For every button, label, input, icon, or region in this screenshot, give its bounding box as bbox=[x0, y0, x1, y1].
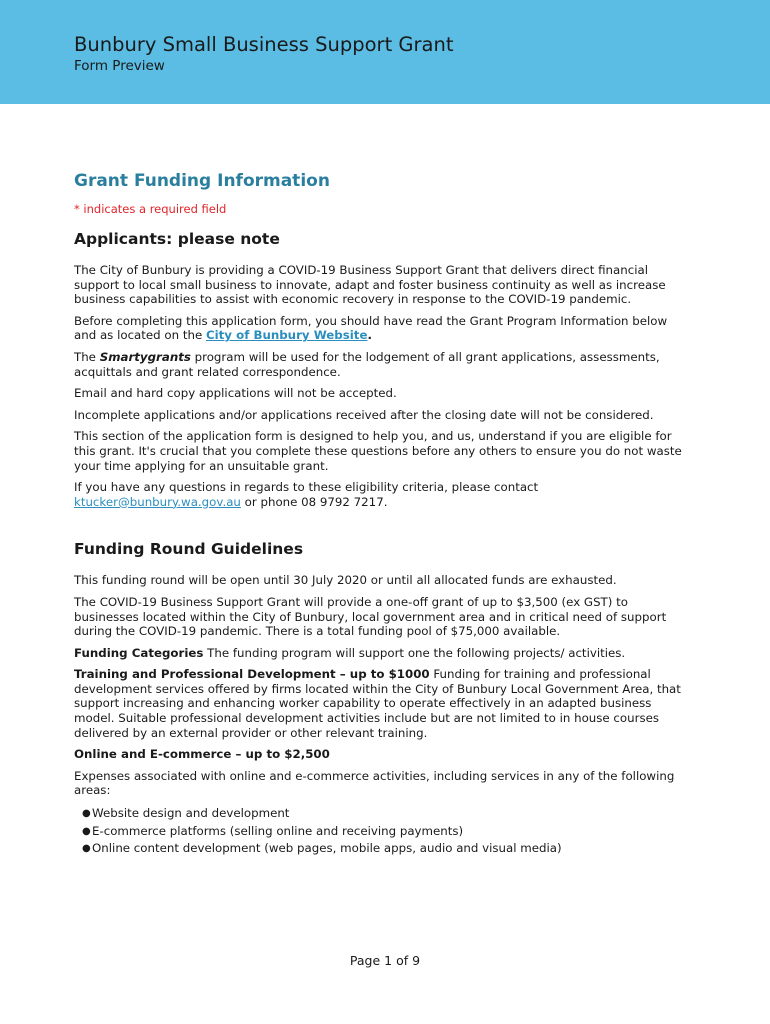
list-item-text: E-commerce platforms (selling online and receiving payments) bbox=[92, 823, 464, 838]
applicants-heading: Applicants: please note bbox=[74, 230, 280, 248]
guidelines-paragraph-1: This funding round will be open until 30 July 2020 or until all allocated funds are exhausted. bbox=[74, 573, 617, 588]
guidelines-paragraph-6: Expenses associated with online and e-commerce activities, including services in any of the following areas: bbox=[74, 768, 675, 798]
applicants-paragraph-2 bbox=[74, 314, 684, 343]
p3-text-before: The bbox=[74, 349, 100, 364]
page-number: Page 1 of 9 bbox=[349, 953, 421, 968]
guidelines-paragraph-4 bbox=[74, 667, 684, 740]
list-item-text: Website design and development bbox=[92, 806, 290, 821]
training-category-text: Funding for training and professional development services offered by firms located within the City of Bunbury Local Government Area, that support increasing and enhancing worker capability to operate effectively in an adapted business model. Suitable professional development activities include but are not limited to in house courses delivered by an external provider or other relevant training. bbox=[74, 667, 681, 740]
list-item bbox=[82, 823, 684, 841]
p2-text-before: Before completing this application form, you should have read the Grant Program Information below and as located on the bbox=[74, 313, 668, 343]
services-list bbox=[74, 805, 684, 858]
applicants-paragraph-6: This section of the application form is designed to help you, and us, understand if you are eligible for this grant. It's crucial that you complete these questions before any others to ensure you do not waste your time applying for an unsuitable grant. bbox=[74, 429, 682, 473]
p2-text-after: . bbox=[367, 328, 372, 343]
bullet-icon: ● bbox=[82, 843, 91, 855]
p7-text-before: If you have any questions in regards to these eligibility criteria, please contact bbox=[74, 480, 539, 495]
p7-text-after: or phone 08 9792 7217. bbox=[240, 494, 388, 509]
applicants-paragraph-3 bbox=[74, 350, 684, 379]
guidelines-paragraph-2: The COVID-19 Business Support Grant will provide a one-off grant of up to $3,500 (ex GST) to businesses located within the City of Bunbury, local government area and in critical need of support during the COVID-19 pandemic. There is a total funding pool of $75,000 available. bbox=[74, 594, 667, 639]
smartygrants-name: Smartygrants bbox=[99, 349, 191, 364]
bullet-icon: ● bbox=[82, 808, 91, 820]
guidelines-heading: Funding Round Guidelines bbox=[74, 540, 304, 559]
bullet-icon: ● bbox=[82, 825, 91, 837]
list-item bbox=[82, 840, 684, 858]
header-banner bbox=[0, 0, 770, 104]
city-website-link[interactable]: City of Bunbury Website bbox=[205, 328, 368, 343]
applicants-paragraph-5: Incomplete applications and/or applications received after the closing date will not be considered. bbox=[74, 407, 654, 422]
form-subtitle: Form Preview bbox=[74, 58, 165, 74]
contact-email-link[interactable]: ktucker@bunbury.wa.gov.au bbox=[74, 494, 241, 509]
required-field-note: * indicates a required field bbox=[74, 202, 227, 216]
list-item-text: Online content development (web pages, mobile apps, audio and visual media) bbox=[92, 841, 562, 856]
guidelines-paragraph-3 bbox=[74, 646, 684, 661]
training-category-label: Training and Professional Development – up to $1000 bbox=[74, 667, 430, 682]
online-category-label: Online and E-commerce – up to $2,500 bbox=[74, 747, 330, 762]
applicants-paragraph-1: The City of Bunbury is providing a COVID-19 Business Support Grant that delivers direct financial support to local small business to innovate, adapt and foster business continuity as well as increase business capabilities to assist with economic recovery in response to the COVID-19 pandemic. bbox=[74, 263, 666, 307]
list-item bbox=[82, 805, 684, 823]
p3-text-after: program will be used for the lodgement of all grant applications, assessments, acquittals and grant related correspondence. bbox=[74, 349, 660, 379]
form-content bbox=[74, 170, 684, 858]
guidelines-paragraph-5 bbox=[74, 747, 684, 762]
form-title: Bunbury Small Business Support Grant bbox=[74, 33, 454, 56]
applicants-paragraph-4: Email and hard copy applications will not be accepted. bbox=[74, 386, 397, 401]
p3-guideline-text: The funding program will support one the following projects/ activities. bbox=[203, 645, 626, 660]
funding-categories-label: Funding Categories bbox=[74, 645, 204, 660]
applicants-paragraph-7 bbox=[74, 480, 684, 509]
section-title: Grant Funding Information bbox=[74, 171, 330, 191]
